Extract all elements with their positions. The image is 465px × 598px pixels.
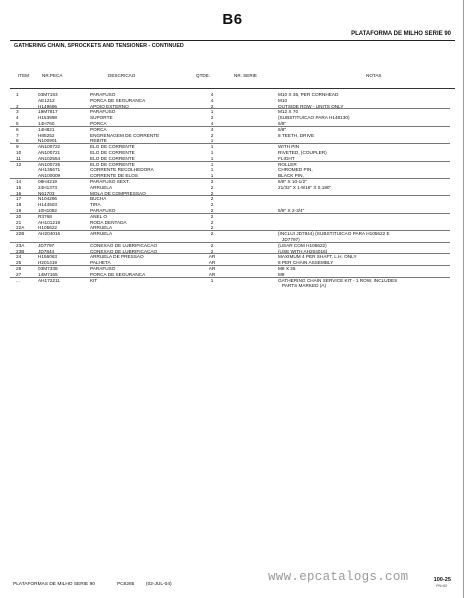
part-description: MOLA DE COMPRESSAO: [90, 190, 146, 196]
part-quantity: 2: [210, 225, 214, 231]
item-number: 18: [16, 202, 22, 208]
parts-table: [0, 92, 465, 289]
column-header-description: DESCRICAO: [108, 73, 136, 78]
item-number: 3: [16, 109, 19, 115]
item-number: 17: [16, 196, 22, 202]
part-quantity: 2: [210, 103, 214, 109]
part-notes: M10 X 35, PER CORNHEAD: [278, 92, 339, 97]
part-description: ELO DE CORRENTE: [90, 149, 135, 155]
part-quantity: 4: [210, 97, 214, 103]
part-number: 03M7193: [38, 92, 58, 97]
item-number: 5: [16, 120, 19, 126]
part-number: AH136671: [38, 167, 61, 173]
part-notes: BLACK PIN,: [278, 173, 304, 179]
item-number: 26: [16, 265, 22, 271]
part-quantity: 2: [210, 202, 214, 208]
part-number: 24H1373: [38, 184, 58, 190]
item-number: 25: [16, 260, 22, 266]
item-number: 24: [16, 254, 22, 260]
part-quantity: 4: [210, 92, 214, 97]
part-notes: M8: [278, 271, 285, 277]
page-subtitle: GATHERING CHAIN, SPROCKETS AND TENSIONER - CONTINUED: [14, 43, 184, 49]
part-description: SUPORTE: [90, 115, 113, 121]
part-number: 14M7165: [38, 271, 58, 277]
part-description: BUCHA: [90, 196, 107, 202]
part-description: PORCA DE SEGURANCA: [90, 271, 146, 277]
item-number: 21: [16, 219, 22, 225]
part-number: N104296: [38, 196, 58, 202]
part-notes: WITH PIN: [278, 144, 300, 150]
part-description: PORCA: [90, 120, 107, 126]
part-number: N100901: [38, 138, 58, 144]
part-number: H144503: [38, 202, 58, 208]
part-number: AN100725: [38, 161, 61, 167]
part-description: ELO DE CORRENTE: [90, 155, 135, 161]
part-quantity: 2: [210, 115, 214, 121]
part-description: TIRA: [90, 202, 101, 208]
part-number: AH172211: [38, 277, 60, 283]
part-description: KIT: [90, 277, 98, 283]
part-description: PORCA: [90, 126, 107, 132]
part-number: H156063: [38, 254, 58, 260]
part-quantity: 2: [210, 231, 214, 237]
part-notes: ROLLER: [278, 161, 297, 167]
part-number: AN100009: [38, 173, 61, 179]
part-quantity: 1: [210, 155, 214, 161]
page-number: 100-25: [433, 577, 451, 583]
part-notes: M10: [278, 97, 288, 103]
part-quantity: 2: [210, 207, 214, 213]
part-notes: M8 X 25: [278, 265, 296, 271]
part-notes: RIVETED, (COUPLER): [278, 149, 327, 155]
item-number: 9: [16, 144, 19, 150]
item-number: 23A: [16, 242, 25, 248]
part-quantity: 1: [210, 109, 214, 115]
part-notes: (USAR COM H105622): [278, 242, 327, 248]
part-number: H149696: [38, 103, 58, 109]
part-quantity: 1: [210, 144, 214, 150]
footer-title: PLATAFORMAS DE MILHO SERIE 90: [13, 582, 95, 587]
part-description: ARRUELA: [90, 184, 113, 190]
part-quantity: 2: [210, 196, 214, 202]
part-description: RODA DENTADA: [90, 219, 127, 225]
part-quantity: 2: [210, 248, 214, 254]
item-number: 14: [16, 178, 22, 184]
part-number: AH204016: [38, 231, 61, 237]
part-number: AH101219: [38, 219, 61, 225]
part-quantity: AR: [208, 271, 216, 277]
part-notes: 21/32" X 1-9/16" X 0.180": [278, 184, 332, 190]
part-quantity: 1: [210, 149, 214, 155]
part-number: 10H1082: [38, 207, 58, 213]
part-description: ANEL O: [90, 213, 108, 219]
item-number: 10: [16, 149, 22, 155]
item-number: 19: [16, 207, 22, 213]
part-notes: 5/8": [278, 126, 287, 132]
part-notes: FLIGHT: [278, 155, 295, 161]
part-description: PARAFUSO: [90, 92, 116, 97]
part-number: AN102554: [38, 155, 61, 161]
part-quantity: 1: [210, 277, 214, 283]
part-quantity: 2: [210, 184, 214, 190]
column-header-item: ITEM: [18, 73, 29, 78]
part-description: APOIO EXTERNO: [90, 103, 129, 109]
footer-pc-number: PC6285: [117, 582, 135, 587]
part-quantity: 4: [210, 126, 214, 132]
page-sub-number: PN=63: [436, 584, 447, 588]
part-notes-continued: PARTS MARKED (A): [282, 283, 327, 289]
item-number: 6: [16, 126, 19, 132]
part-notes: 5/8" X 10-1/2": [278, 178, 307, 184]
part-quantity: 4: [210, 120, 214, 126]
item-number: 11: [16, 155, 21, 161]
part-quantity: 2: [210, 178, 214, 184]
part-number: 08H4219: [38, 178, 58, 184]
part-number: AN100722: [38, 144, 61, 150]
page-edge-line: [463, 0, 464, 598]
header-divider: [10, 40, 455, 41]
item-number: 27: [16, 271, 22, 277]
part-description: ENGRENAGEM DE CORRENTE: [90, 132, 160, 138]
part-description: PARAFUSO: [90, 207, 116, 213]
part-description: CORRENTE RECOLHEDORA: [90, 167, 154, 173]
column-header-quantity: QTDE.: [196, 73, 211, 78]
part-notes: (SUBSTITUICAO PARA H148130): [278, 115, 350, 121]
part-number: N61703: [38, 190, 55, 196]
item-number: 23B: [16, 248, 25, 254]
item-number: 15: [16, 184, 22, 190]
part-number: JD7797: [38, 242, 55, 248]
column-header-divider: [10, 88, 455, 89]
watermark: www.epcatalogs.com: [268, 570, 409, 584]
item-number: 12: [16, 161, 22, 167]
part-description: REBITE: [90, 138, 107, 144]
part-description: ELO DE CORRENTE: [90, 161, 135, 167]
column-header-serial: NR. SERIE: [234, 73, 257, 78]
item-number: 20: [16, 213, 22, 219]
part-description: PARAFUSO: [90, 109, 116, 115]
part-quantity: 2: [210, 190, 214, 196]
part-quantity: AR: [208, 260, 216, 266]
table-row: [0, 231, 465, 243]
part-number: H105622: [38, 225, 58, 231]
part-quantity: 2: [210, 242, 214, 248]
part-notes: (USE WITH AH204016): [278, 248, 328, 254]
part-notes: M12 X 70: [278, 109, 299, 115]
item-number: 4: [16, 115, 19, 121]
footer-date: (02-JUL-04): [146, 582, 172, 587]
item-number: 2: [16, 103, 19, 109]
part-description: PORCA DE SEGURANCA: [90, 97, 146, 103]
part-notes: MAXIMUM 4 PER SHAFT, L.H. ONLY: [278, 254, 357, 260]
part-description: CONEXAO DE LUBRIFICACAO: [90, 242, 158, 248]
part-quantity: 1: [210, 167, 214, 173]
part-notes: (INCLUI JD7844) (SUBSTITUICAO PARA H105622 E: [278, 231, 390, 237]
part-number: AE1212: [38, 97, 55, 103]
part-description: ARRUELA: [90, 231, 113, 237]
part-number: 03M7338: [38, 265, 58, 271]
part-number: H201419: [38, 260, 58, 266]
column-header-notes: NOTAS: [366, 73, 382, 78]
table-row: [0, 278, 465, 290]
part-number: 14H760: [38, 120, 55, 126]
part-number: R3768: [38, 213, 52, 219]
item-number: ...: [16, 277, 20, 283]
part-description: PARAFUSO SEXT.: [90, 178, 130, 184]
part-quantity: 1: [210, 138, 214, 144]
part-quantity: 2: [210, 213, 214, 219]
part-notes: 8 TEETH, DRIVE: [278, 132, 315, 138]
part-notes: GATHERING CHAIN SERVICE KIT - 1 ROW, INCLUDES: [278, 277, 398, 283]
column-headers: [0, 73, 465, 81]
part-number: H153898: [38, 115, 58, 121]
part-number: AN100721: [38, 149, 61, 155]
item-number: 16: [16, 190, 22, 196]
part-notes: 8 PER CHAIN ASSEMBLY: [278, 260, 334, 266]
series-title: PLATAFORMA DE MILHO SERIE 90: [351, 31, 451, 37]
part-notes: OUTSIDE ROW - UNITS ONLY: [278, 103, 344, 109]
part-quantity: AR: [208, 265, 216, 271]
part-description: CORRENTE DE ELOS: [90, 173, 138, 179]
section-code: B6: [222, 11, 243, 28]
part-description: PALHETA: [90, 260, 111, 266]
part-notes-continued: JD7797): [282, 236, 300, 242]
part-number: 14H821: [38, 126, 55, 132]
part-notes: CHROMED PIN,: [278, 167, 313, 173]
part-description: ELO DE CORRENTE: [90, 144, 135, 150]
item-number: 1: [16, 92, 19, 97]
item-number: 8: [16, 138, 19, 144]
part-quantity: 1: [210, 173, 214, 179]
column-header-part-number: NR.PECA: [42, 73, 63, 78]
part-quantity: 2: [210, 219, 214, 225]
part-quantity: AR: [208, 254, 216, 260]
part-number: H85252: [38, 132, 55, 138]
part-description: ARRUELA DE PRESSAO: [90, 254, 144, 260]
part-description: PARAFUSO: [90, 265, 116, 271]
part-quantity: 2: [210, 132, 214, 138]
part-description: CONEXAO DE LUBRIFICACAO: [90, 248, 158, 254]
part-notes: 5/8" X 2-3/4": [278, 207, 305, 213]
part-quantity: 1: [210, 161, 214, 167]
item-number: 22B: [16, 231, 25, 237]
part-notes: 5/8": [278, 120, 287, 126]
item-number: 22A: [16, 225, 25, 231]
item-number: 7: [16, 132, 19, 138]
part-number: JD7844: [38, 248, 55, 254]
part-description: ARRUELA: [90, 225, 113, 231]
part-number: 19M7817: [38, 109, 58, 115]
